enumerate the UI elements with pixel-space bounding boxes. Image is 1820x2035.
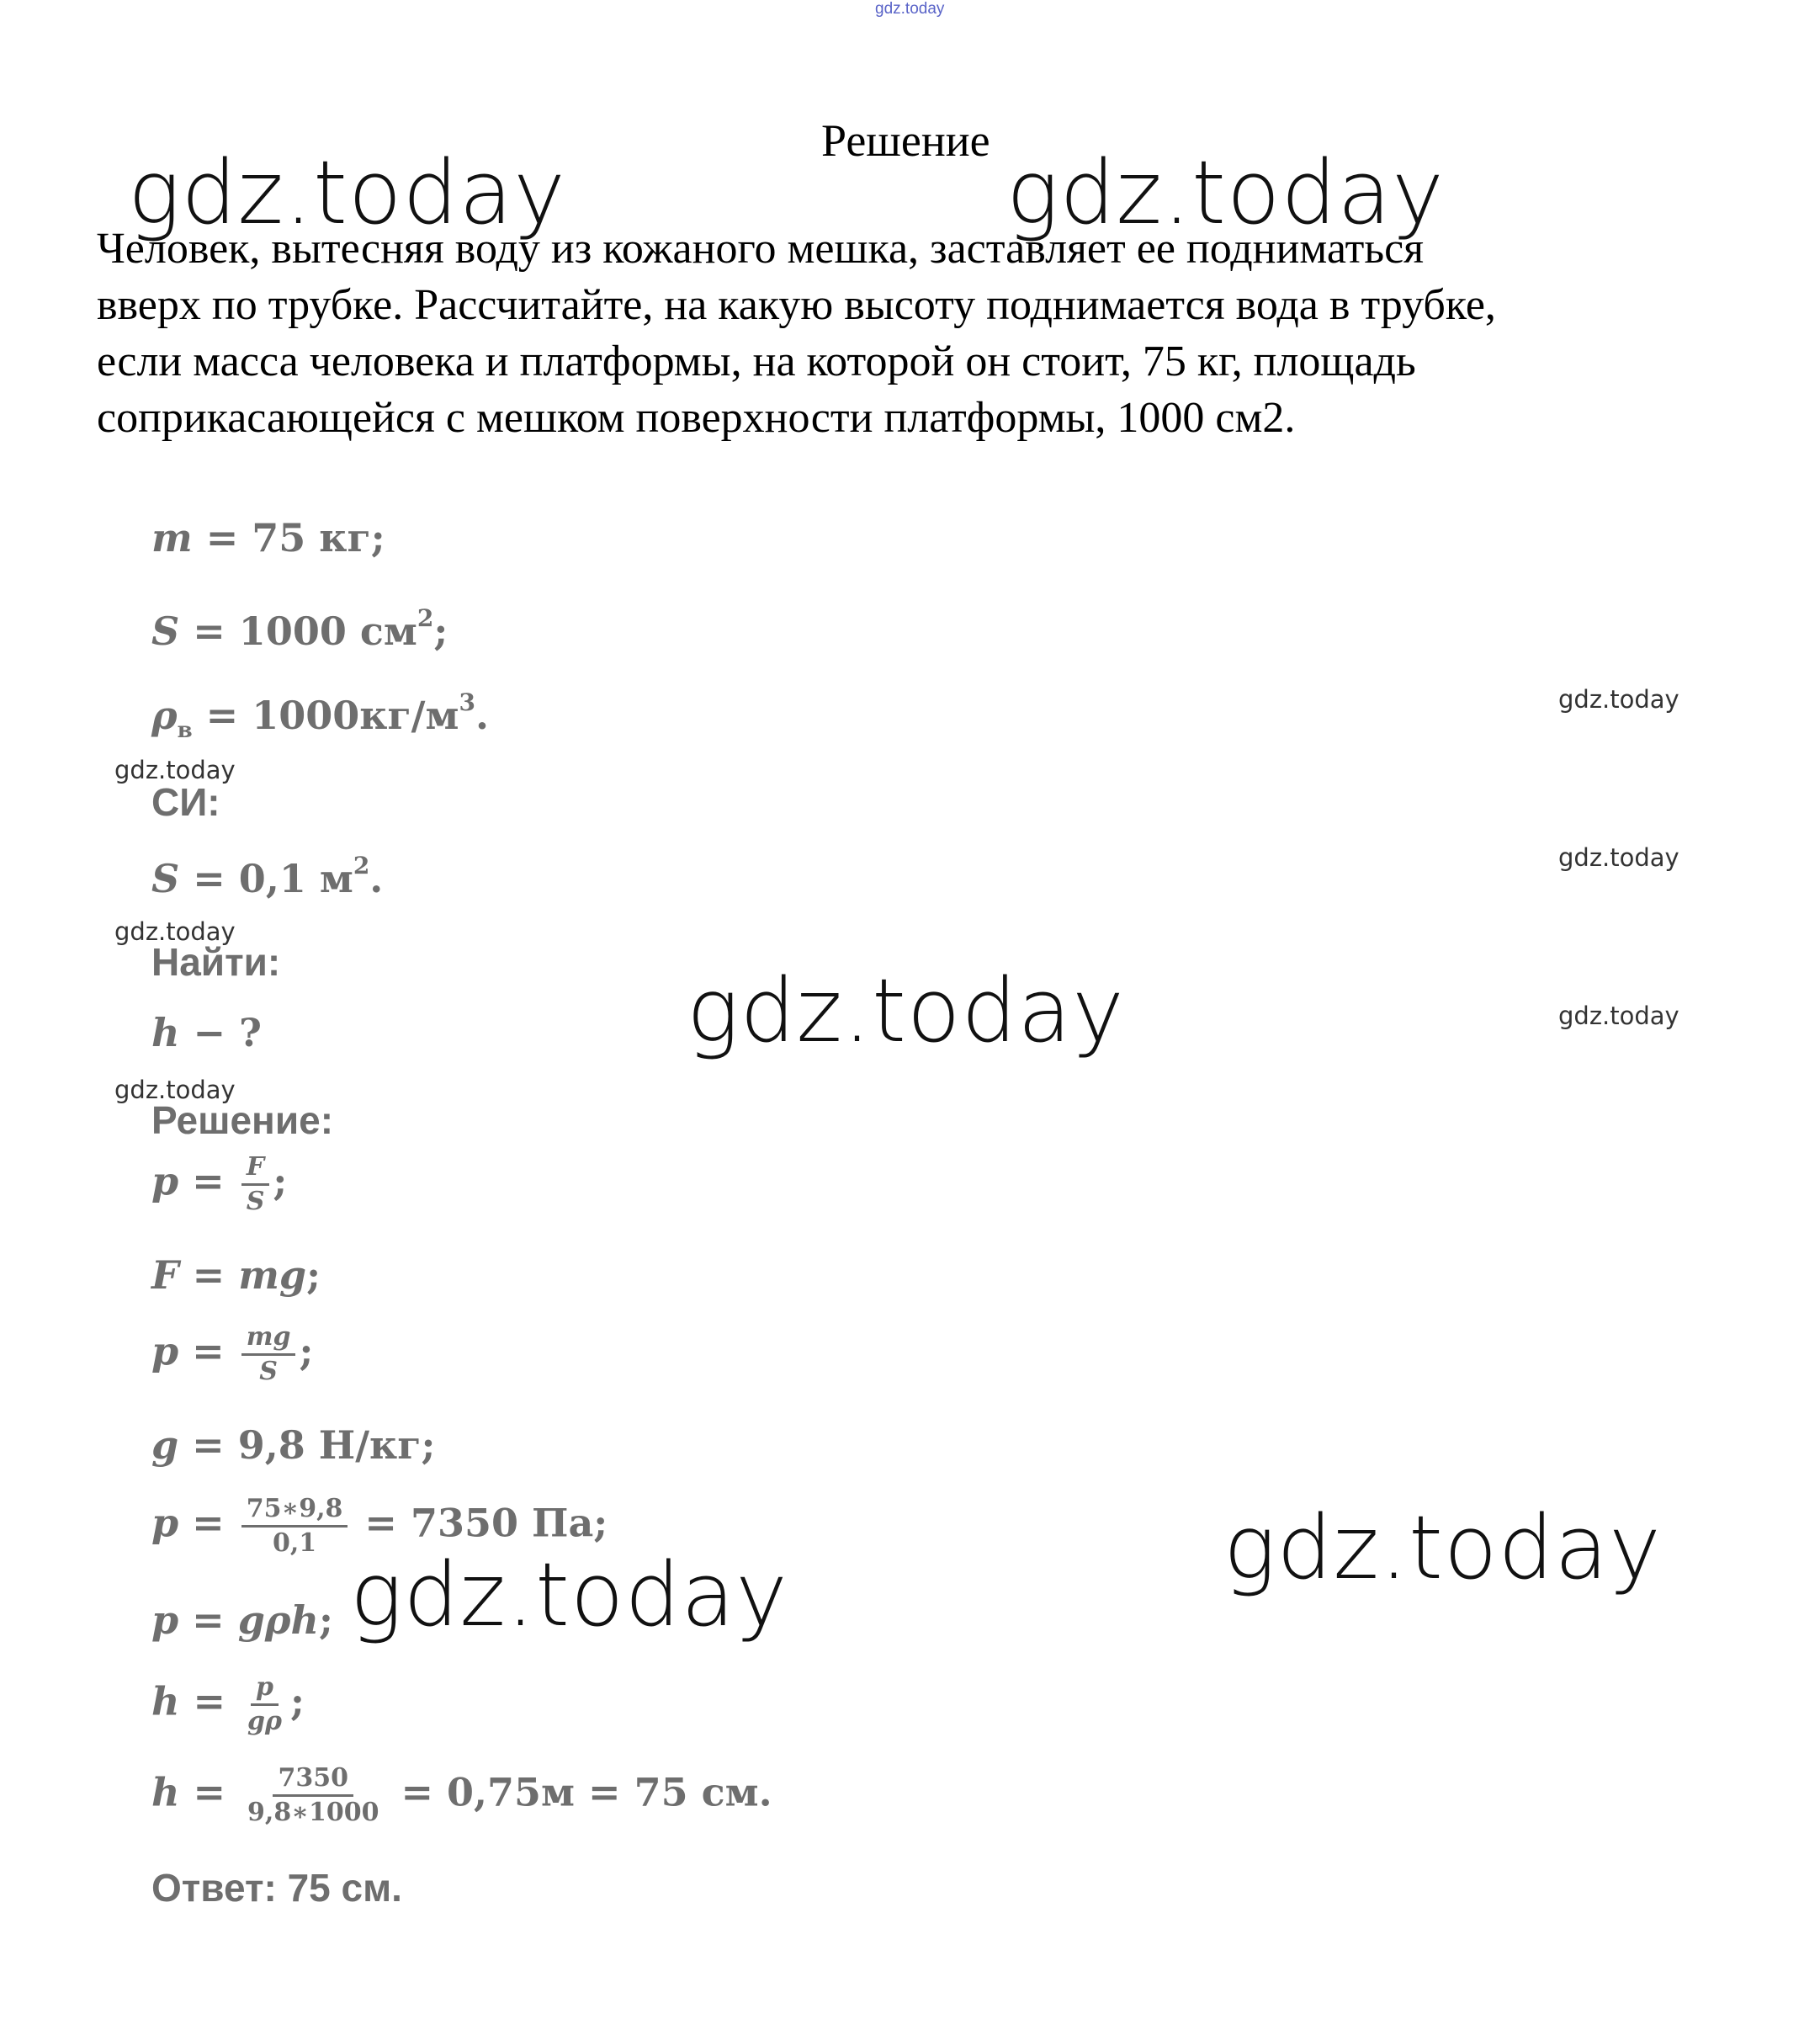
fraction: $\frac{mg}{S}$ bbox=[241, 1323, 296, 1386]
find-height: h − ? bbox=[151, 1010, 262, 1055]
watermark-small: gdz.today bbox=[1558, 843, 1679, 872]
problem-line: Человек, вытесняя воду из кожаного мешка, заставляет ее подниматься bbox=[97, 225, 1425, 273]
watermark: gdz.today bbox=[1223, 1496, 1662, 1599]
watermark: gdz.today bbox=[687, 959, 1125, 1062]
formula-pressure-value: p = $\frac{75∗9,8}{0,1}$ = 7350 Па; bbox=[151, 1494, 608, 1558]
watermark-small: gdz.today bbox=[114, 917, 236, 946]
si-area: S = 0,1 $м^2$. bbox=[151, 852, 384, 901]
fraction: $\frac{p}{g\rho}$ bbox=[247, 1672, 282, 1736]
watermark-small: gdz.today bbox=[1558, 1002, 1679, 1030]
formula-height: h = $\frac{p}{g\rho}$ ; bbox=[151, 1672, 305, 1736]
heading: Решение bbox=[821, 115, 990, 166]
solution-label: Решение: bbox=[151, 1098, 334, 1142]
formula-height-value: h = $\frac{7350}{9,8∗1000}$ = 0,75м = 75 см. bbox=[151, 1763, 772, 1827]
si-label: СИ: bbox=[151, 780, 220, 824]
watermark: gdz.today bbox=[128, 141, 566, 244]
top-watermark: gdz.today bbox=[875, 0, 945, 18]
watermark-small: gdz.today bbox=[114, 756, 236, 784]
given-mass: m = 75 кг; bbox=[151, 515, 385, 561]
watermark-small: gdz.today bbox=[114, 1076, 236, 1104]
problem-line: если масса человека и платформы, на которой он стоит, 75 кг, площадь bbox=[97, 337, 1416, 385]
problem-line: вверх по трубке. Рассчитайте, на какую высоту поднимается вода в трубке, bbox=[97, 281, 1496, 329]
problem-text bbox=[97, 221, 1746, 446]
find-label: Найти: bbox=[151, 940, 281, 984]
watermark: gdz.today bbox=[350, 1544, 788, 1646]
given-area: S = 1000 $см^2$; bbox=[151, 604, 448, 654]
given-density: $\rho_в = 1000кг/м^3$. bbox=[151, 688, 489, 743]
watermark-small: gdz.today bbox=[1558, 685, 1679, 714]
formula-force: F = mg; bbox=[151, 1252, 321, 1298]
formula-pressure: p = $\frac{F}{S}$ ; bbox=[151, 1152, 288, 1216]
answer: Ответ: 75 см. bbox=[151, 1866, 402, 1910]
fraction: $\frac{7350}{9,8∗1000}$ bbox=[247, 1763, 379, 1827]
formula-pressure-mg: p = $\frac{mg}{S}$ ; bbox=[151, 1322, 314, 1386]
fraction: $\frac{F}{S}$ bbox=[241, 1153, 270, 1216]
fraction: $\frac{75∗9,8}{0,1}$ bbox=[241, 1495, 348, 1558]
formula-hydrostatic: p = gρh; bbox=[151, 1597, 333, 1643]
formula-gravity: g = 9,8 Н/кг; bbox=[151, 1422, 436, 1468]
watermark: gdz.today bbox=[1006, 141, 1445, 244]
problem-line: соприкасающейся с мешком поверхности платформы, 1000 см2. bbox=[97, 394, 1296, 442]
